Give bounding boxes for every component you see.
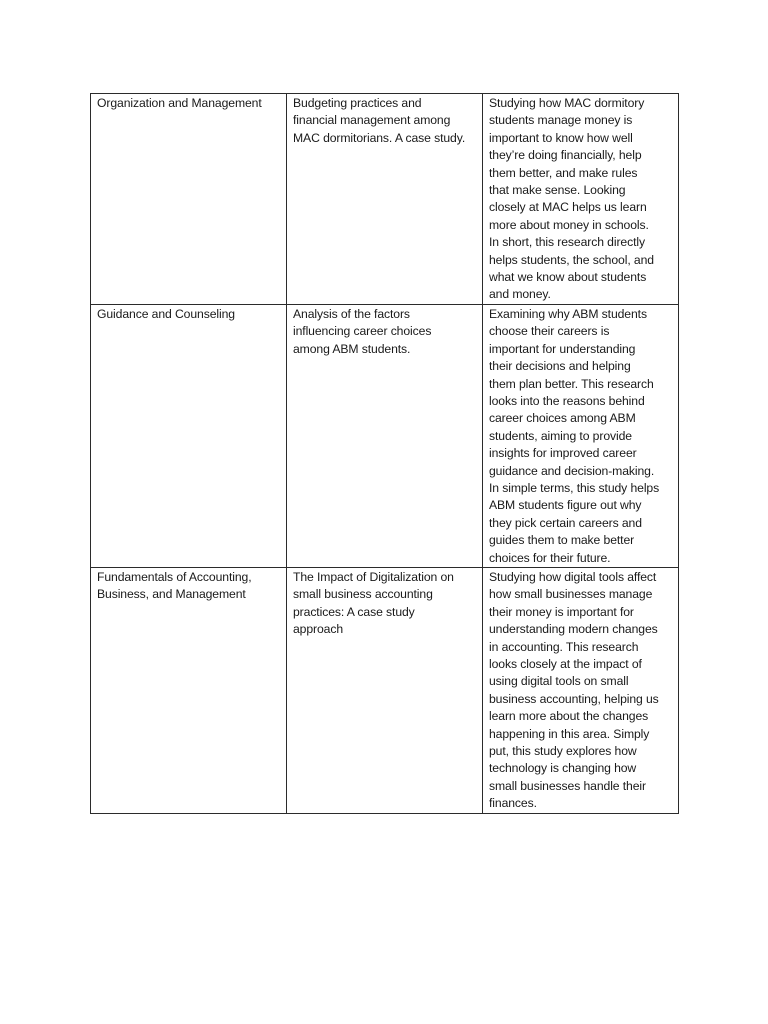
research-topics-table — [90, 93, 679, 814]
rationale-text: Examining why ABM students choose their careers is important for understanding their decisions and helping them plan better. This research looks into the reasons behind career choices among ABM students, aiming to provide insights for improved career guidance and decision-making. In simple terms, this study helps ABM students figure out why they pick certain careers and guides them to make better choices for their future. — [489, 306, 660, 565]
rationale-text: Studying how MAC dormitory students manage money is important to know how well they’re doing financially, help them better, and make rules that make sense. Looking closely at MAC helps us learn more about money in schools. In short, this research directly helps students, the school, and what we know about students and money. — [489, 96, 654, 302]
title-cell — [287, 567, 483, 813]
rationale-cell — [483, 94, 679, 305]
subject-text: Guidance and Counseling — [97, 306, 235, 321]
title-text: Budgeting practices and financial management among MAC dormitorians. A case study. — [293, 96, 466, 145]
title-cell — [287, 94, 483, 305]
title-text: The Impact of Digitalization on small business accounting practices: A case study approach — [293, 569, 454, 637]
rationale-cell — [483, 304, 679, 567]
subject-cell — [91, 94, 287, 305]
rationale-text: Studying how digital tools affect how small businesses manage their money is important for understanding modern changes in accounting. This research looks closely at the impact of using digital tools on small business accounting, helping us learn more about the changes happening in this area. Simply put, this study explores how technology is changing how small businesses handle their finances. — [489, 569, 659, 811]
title-text: Analysis of the factors influencing career choices among ABM students. — [293, 306, 432, 356]
subject-text: Organization and Management — [97, 96, 262, 110]
subject-cell — [91, 567, 287, 813]
table-row — [91, 94, 679, 305]
rationale-cell — [483, 567, 679, 813]
table-row — [91, 304, 679, 567]
table-row — [91, 567, 679, 813]
subject-cell — [91, 304, 287, 567]
title-cell — [287, 304, 483, 567]
subject-text: Fundamentals of Accounting, Business, and Management — [97, 569, 252, 602]
